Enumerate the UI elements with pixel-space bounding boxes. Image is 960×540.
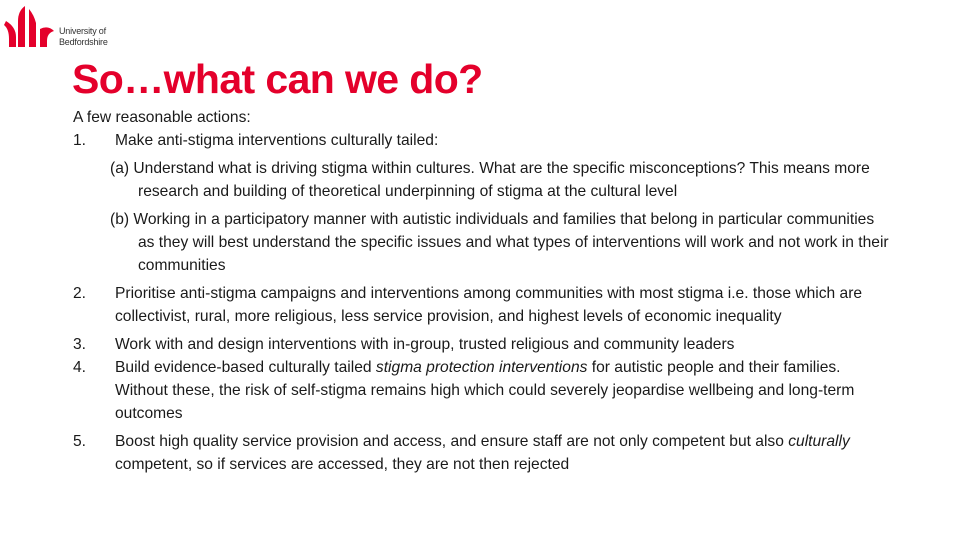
item-number: 2. (73, 285, 87, 302)
sub-item-a: (a) Understand what is driving stigma within cultures. What are the specific misconceptions? This means more research and building of theoretical underpinning of stigma at the cultural level (110, 160, 870, 200)
item-number: 1. (73, 132, 87, 149)
logo-text-line2: Bedfordshire (59, 37, 108, 47)
item-text-end: for autistic people and their families. Without these, the risk of self-stigma remains high which could severely jeopardise wellbeing and long-term outcomes (115, 359, 855, 422)
item-text-italic: culturally (788, 433, 850, 450)
item-number: 4. (73, 359, 87, 376)
list-item-5 (73, 430, 875, 476)
item-text: Work with and design interventions with in-group, trusted religious and community leaders (115, 336, 735, 353)
item-number: 5. (73, 433, 87, 450)
slide-content (73, 106, 893, 476)
item-text-start: Boost high quality service provision and access, and ensure staff are not only competent but also (115, 433, 789, 450)
list-item-2 (73, 282, 883, 328)
logo-mark-icon (2, 3, 58, 47)
item-text-start: Build evidence-based culturally tailed (115, 359, 376, 376)
item-text-italic: stigma protection interventions (375, 359, 588, 376)
page-title: So…what can we do? (72, 56, 483, 102)
item-number: 3. (73, 336, 87, 353)
list-item-4 (73, 356, 875, 425)
list-item-1 (73, 129, 893, 152)
item-text: Prioritise anti-stigma campaigns and interventions among communities with most stigma i.e. those which are collectivist, rural, more religious, less service provision, and highest levels of economic inequality (115, 285, 863, 325)
list-item-3 (73, 333, 893, 356)
university-logo (2, 3, 112, 47)
intro-text: A few reasonable actions: (73, 109, 251, 126)
item-text: Make anti-stigma interventions culturally tailed: (115, 132, 439, 149)
item-text-end: competent, so if services are accessed, they are not then rejected (115, 456, 570, 473)
sub-item-b: (b) Working in a participatory manner with autistic individuals and families that belong in particular communities as they will best understand the specific issues and what types of interventions will work and not work in their communities (110, 211, 889, 274)
logo-text-line1: University of (59, 26, 106, 36)
